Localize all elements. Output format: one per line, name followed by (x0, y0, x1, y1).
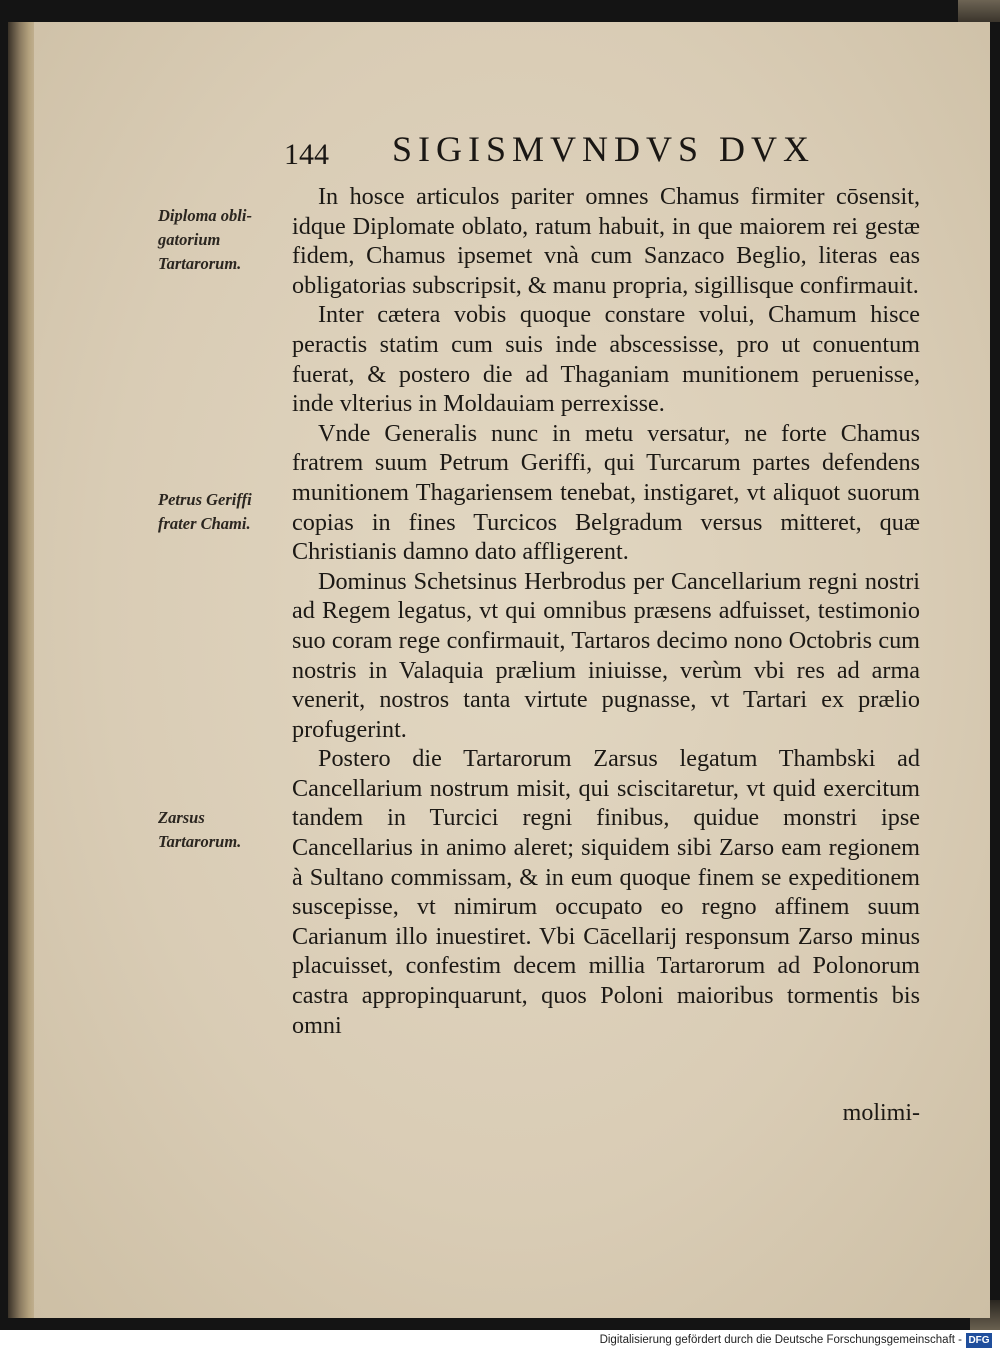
marginal-note: Zarsus Tartarorum. (158, 808, 242, 851)
running-title: SIGISMVNDVS DVX (392, 129, 816, 169)
marginal-note: Petrus Geriffi frater Chami. (158, 490, 252, 533)
paragraph: In hosce articulos pariter omnes Chamus firmiter cōsensit, idque Diplomate oblato, ratum habuit, in que maiorem rei gestæ fidem, Chamus ipsemet vnà cum Sanzaco Beglio, literas eas obligatorias subscripsit, & manu propria, sigillisque confirmauit. (292, 183, 920, 299)
dfg-logo-icon[interactable]: DFG (966, 1333, 992, 1348)
paragraph: Dominus Schetsinus Herbrodus per Cancellarium regni nostri ad Regem legatus, vt qui omnibus præsens adfuisset, testimonio suo coram rege confirmauit, Tartaros decimo nono Octobris cum nostris in Valaquia prælium iniuisse, verùm vbi res ad arma venerit, nostros tanta virtute pugnasse, vt Tartari ex prælio profugerint. (292, 567, 920, 743)
paragraph: Postero die Tartarorum Zarsus legatum Thambski ad Cancellarium nostrum misit, qui sciscitaretur, vt quid exercitum tandem in Turcici regni finibus, quidue monstri ipse Cancellarius in animo aleret; siquidem sibi Zarso eam regionem à Sultano commissam, & in eum quoque finem se expeditionem suscepisse, vt nimirum occupato eo regno affinem suum Carianum illo inuestiret. Vbi Cācellarij responsum Zarso minus placuisset, confestim decem millia Tartarorum ad Polonorum castra appropinquarunt, quos Poloni maioribus tormentis bis omni (292, 745, 920, 1039)
scan-corner-top (958, 0, 1000, 22)
page-number: 144 (284, 138, 329, 171)
funding-credit: Digitalisierung gefördert durch die Deutsche Forschungsgemeinschaft - (599, 1334, 962, 1346)
paragraph: Vnde Generalis nunc in metu versatur, ne forte Chamus fratrem suum Petrum Geriffi, qui Turcarum partes defendens munitionem Thagariensem tenebat, instigaret, vt aliquot suorum copias in fines Turcicos Belgradum versus mitteret, quæ Christianis damno dato affligerent. (292, 419, 920, 566)
footer-bar (0, 1330, 1000, 1352)
paragraph: Inter cætera vobis quoque constare volui, Chamum hisce peractis statim cum suis inde abscessisse, pro ut conuentum fuerat, & postero die ad Thaganiam munitionem peruenisse, inde vlterius in Moldauiam perrexisse. (292, 301, 920, 418)
catchword: molimi- (842, 1100, 920, 1126)
main-text-block (292, 182, 920, 1040)
marginal-note: Diploma obli-gatorium Tartarorum. (158, 206, 252, 273)
page-header (284, 128, 904, 178)
